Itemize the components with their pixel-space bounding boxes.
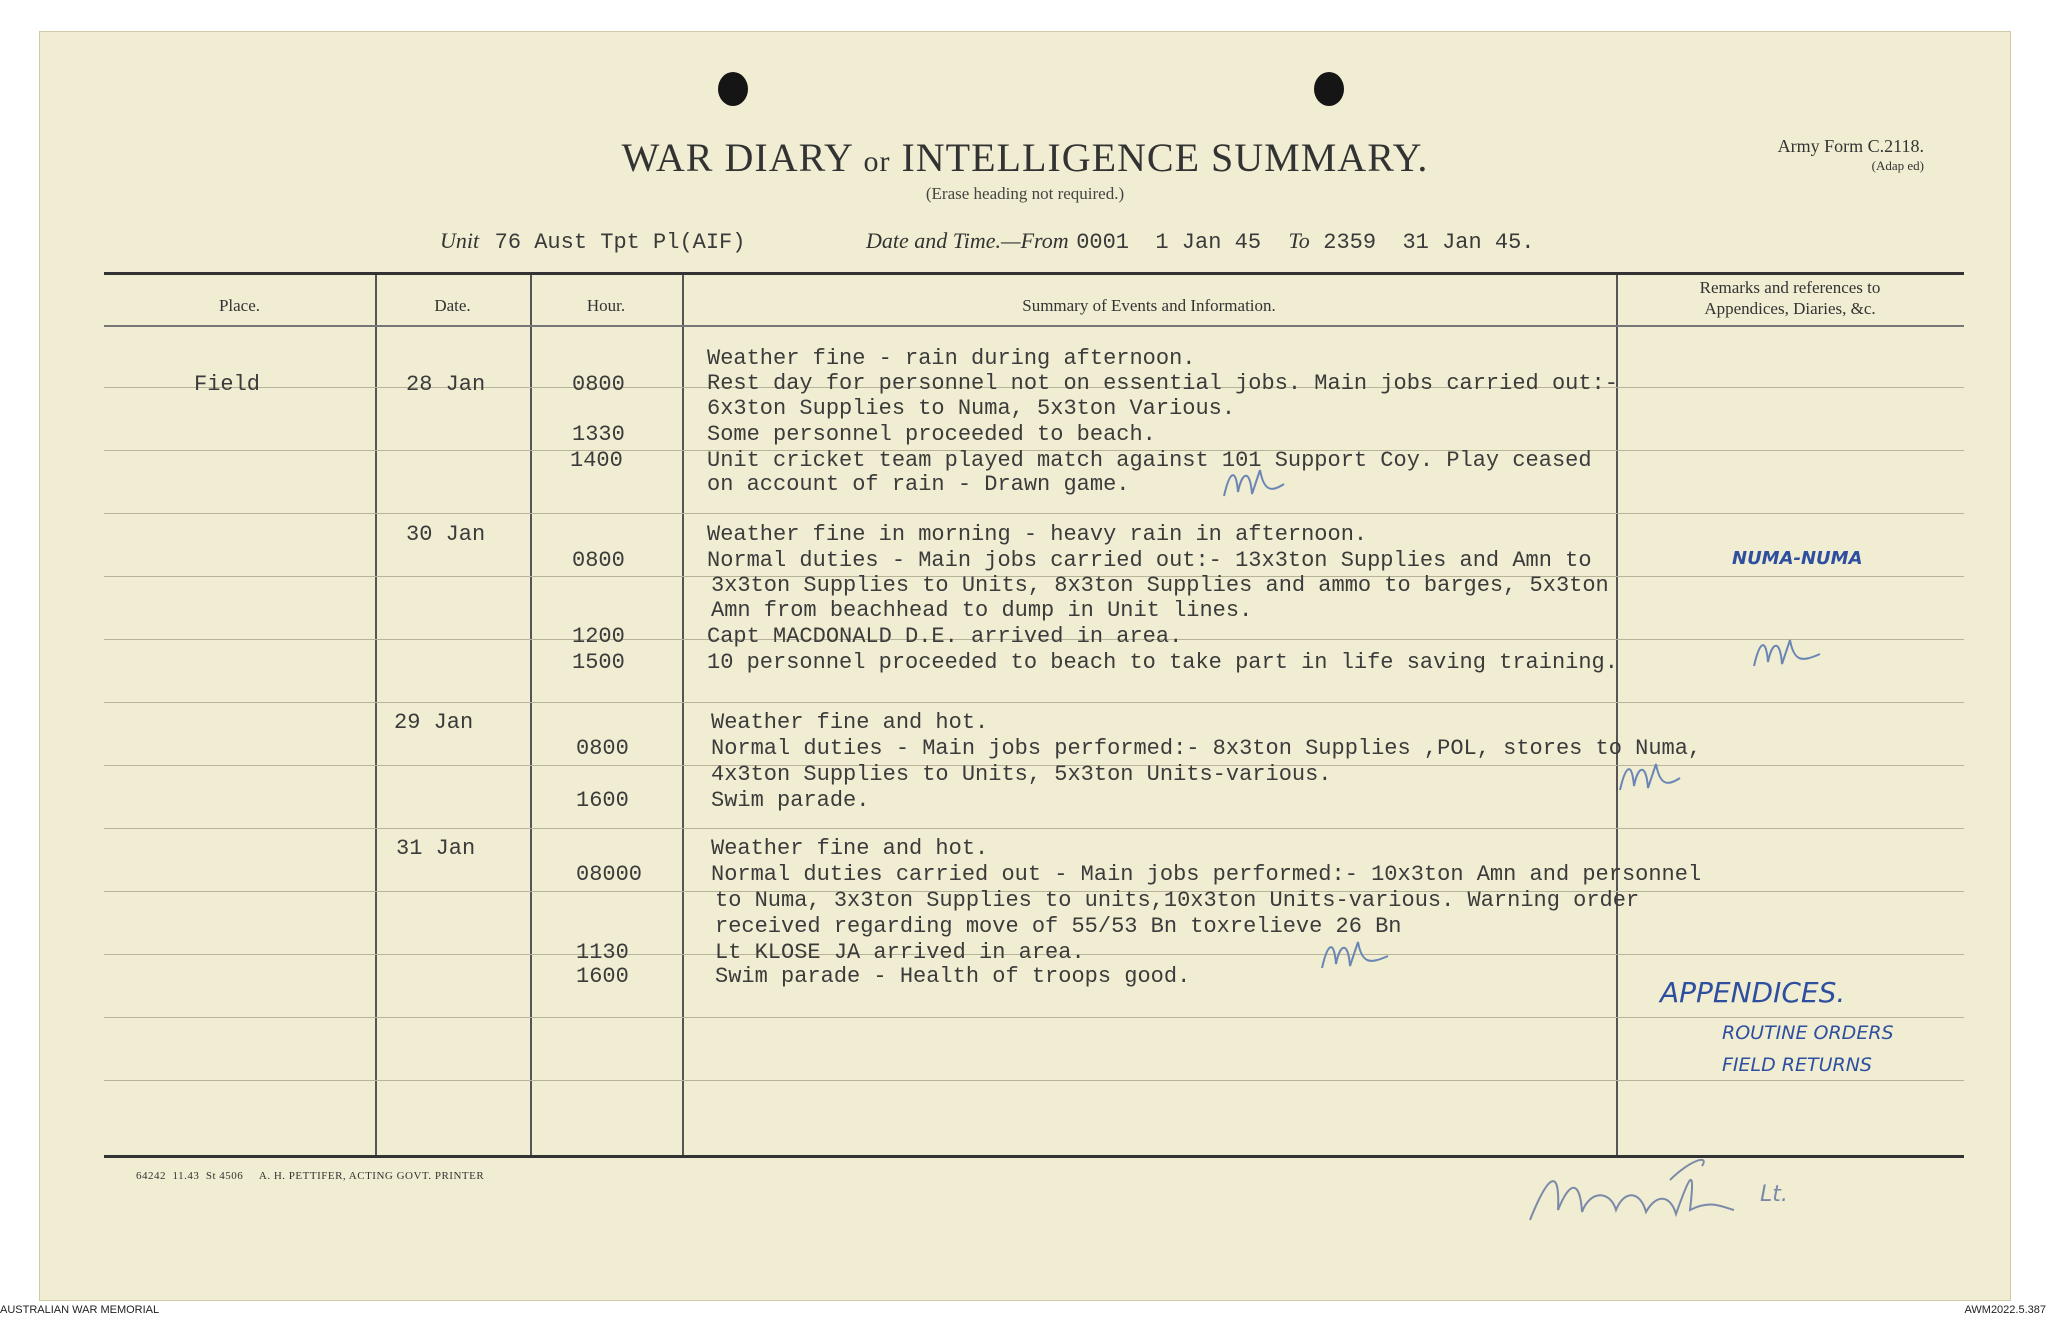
title-part-a: WAR DIARY	[621, 135, 853, 180]
hour-entry: 0800	[572, 372, 625, 397]
summary-line: Weather fine in morning - heavy rain in afternoon.	[707, 522, 1368, 547]
summary-line: Weather fine and hot.	[711, 710, 989, 735]
form-title	[40, 134, 2010, 181]
unit-line	[440, 228, 745, 255]
date-line	[866, 228, 1534, 255]
handwritten-field-returns: FIELD RETURNS	[1722, 1054, 1872, 1076]
column-divider	[682, 275, 684, 1155]
header-date: Date.	[434, 296, 471, 315]
title-or: or	[863, 145, 891, 178]
summary-line: Normal duties - Main jobs performed:- 8x3ton Supplies ,POL, stores to Numa,	[711, 736, 1702, 761]
summary-line: Amn from beachhead to dump in Unit lines.	[711, 598, 1253, 623]
initials-mark	[1750, 632, 1830, 676]
handwritten-appendices: APPENDICES.	[1660, 976, 1846, 1009]
to-value: 2359 31 Jan 45.	[1323, 230, 1535, 255]
hour-entry: 1400	[570, 448, 623, 473]
summary-line: Normal duties carried out - Main jobs performed:- 10x3ton Amn and personnel	[711, 862, 1702, 887]
date-30-jan: 30 Jan	[406, 522, 486, 547]
initials-mark	[1616, 756, 1686, 800]
form-subtitle: (Erase heading not required.)	[925, 184, 1125, 203]
hour-entry: 0800	[572, 548, 625, 573]
title-part-b: INTELLIGENCE SUMMARY.	[901, 135, 1429, 180]
header-remarks-line-2: Appendices, Diaries, &c.	[1704, 299, 1876, 318]
header-hour: Hour.	[586, 296, 626, 315]
signature-rank: Lt.	[1760, 1182, 1788, 1207]
date-label: Date and Time.—From	[866, 228, 1069, 253]
date-31-jan: 31 Jan	[396, 836, 476, 861]
column-divider	[1616, 275, 1618, 1155]
summary-line: to Numa, 3x3ton Supplies to units,10x3ton Units-various. Warning order	[715, 888, 1640, 913]
unit-value: 76 Aust Tpt Pl(AIF)	[494, 230, 746, 255]
unit-label: Unit	[440, 228, 480, 253]
header-remarks-line-1: Remarks and references to	[1699, 278, 1881, 297]
ruled-line	[104, 1017, 1964, 1018]
from-value: 0001 1 Jan 45	[1076, 230, 1262, 255]
summary-line: Lt KLOSE JA arrived in area.	[715, 940, 1085, 965]
ruled-line	[104, 702, 1964, 703]
summary-line: Weather fine - rain during afternoon.	[707, 346, 1196, 371]
army-form-label: Army Form C.2118.	[1777, 136, 1924, 156]
place-field: Field	[194, 372, 261, 397]
hour-entry: 1200	[572, 624, 625, 649]
footer-archive-name: AUSTRALIAN WAR MEMORIAL	[0, 1304, 160, 1316]
column-divider	[375, 275, 377, 1155]
summary-line: Normal duties - Main jobs carried out:- 13x3ton Supplies and Amn to	[707, 548, 1592, 573]
header-remarks	[1616, 277, 1964, 319]
punch-hole-right	[1314, 72, 1344, 106]
summary-line: 4x3ton Supplies to Units, 5x3ton Units-various.	[711, 762, 1332, 787]
column-divider	[530, 275, 532, 1155]
header-rule	[104, 325, 1964, 327]
hour-entry: 08000	[576, 862, 643, 887]
summary-line: 6x3ton Supplies to Numa, 5x3ton Various.	[707, 396, 1236, 421]
hour-entry: 0800	[576, 736, 629, 761]
summary-line: on account of rain - Drawn game.	[707, 472, 1130, 497]
handwritten-routine-orders: ROUTINE ORDERS	[1722, 1022, 1894, 1044]
header-summary: Summary of Events and Information.	[1022, 296, 1276, 315]
summary-line: Capt MACDONALD D.E. arrived in area.	[707, 624, 1183, 649]
to-label: To	[1288, 228, 1310, 253]
date-29-jan: 29 Jan	[394, 710, 474, 735]
initials-mark	[1220, 462, 1290, 506]
header-place: Place.	[218, 296, 261, 315]
ruled-line	[104, 1080, 1964, 1081]
handwritten-numa-numa: NUMA-NUMA	[1732, 548, 1863, 569]
footer-archive-id: AWM2022.5.387	[1964, 1304, 2046, 1316]
army-form-sub: (Adap ed)	[1871, 158, 1924, 173]
ruled-line	[104, 828, 1964, 829]
summary-line: Weather fine and hot.	[711, 836, 989, 861]
summary-line: Unit cricket team played match against 101 Support Coy. Play ceased	[707, 448, 1592, 473]
ruled-line	[104, 513, 1964, 514]
summary-line: Swim parade - Health of troops good.	[715, 964, 1191, 989]
officer-signature	[1520, 1150, 1840, 1240]
hour-entry: 1600	[576, 964, 629, 989]
summary-line: 10 personnel proceeded to beach to take part in life saving training.	[707, 650, 1618, 675]
hour-entry: 1500	[572, 650, 625, 675]
printer-imprint: 64242 11.43 St 4506 A. H. PETTIFER, ACTING GOVT. PRINTER	[136, 1170, 485, 1182]
punch-hole-left	[718, 72, 748, 106]
summary-line: Rest day for personnel not on essential jobs. Main jobs carried out:-	[707, 371, 1618, 396]
summary-line: 3x3ton Supplies to Units, 8x3ton Supplies and ammo to barges, 5x3ton	[711, 573, 1609, 598]
army-form-number	[1778, 136, 1924, 176]
hour-entry: 1130	[576, 940, 629, 965]
date-28-jan: 28 Jan	[406, 372, 486, 397]
summary-line: Some personnel proceeded to beach.	[707, 422, 1156, 447]
hour-entry: 1330	[572, 422, 625, 447]
hour-entry: 1600	[576, 788, 629, 813]
initials-mark	[1318, 934, 1398, 978]
summary-line: received regarding move of 55/53 Bn toxrelieve 26 Bn	[715, 914, 1402, 939]
summary-line: Swim parade.	[711, 788, 870, 813]
